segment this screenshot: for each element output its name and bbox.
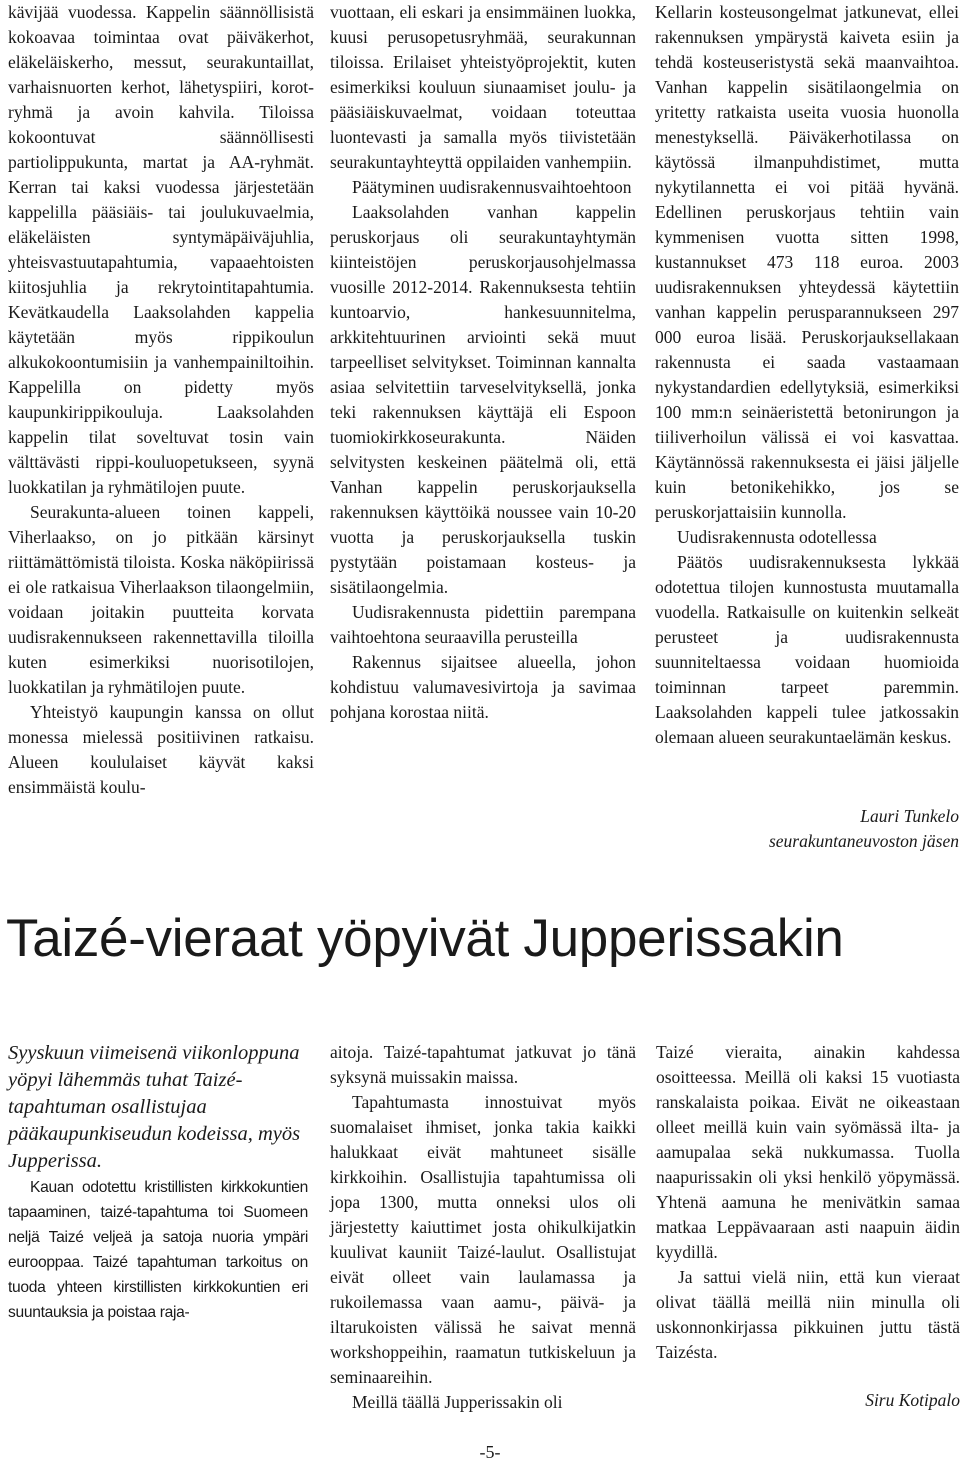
second-article-column-2 [330, 1040, 636, 1415]
paragraph: Kauan odotettu kristillisten kirkkokuntien tapaaminen, taizé-tapahtuma toi Suomeen neljä Taizé veljeä ja satoja nuoria ympäri eurooppaa. Taizé tapahtuman tarkoitus on tuoda yhteen kirstillisten kirkkokuntien eri suuntauksia ja poistaa raja- [8, 1179, 308, 1321]
paragraph: aitoja. Taizé-tapahtumat jatkuvat jo tänä syksynä muissakin maissa. [330, 1042, 636, 1087]
paragraph: Kellarin kosteusongelmat jatkunevat, ellei rakennuksen ympärystä kaiveta esiin ja tehdä kosteuseristystä sekä maanvaihtoa. Vanhan kappelin sisätilaongelmia on yritetty ratkaista useita vuosia huonolla menestyksellä. Päiväkerhotilassa on käytössä ilmanpuhdistimet, mutta nykytilannetta ei voi pitää hyvänä. Edellinen peruskorjaus tehtiin vain kymmenisen vuotta sitten 1998, kustannukset 473 118 euroa. 2003 uudisrakennuksen yhteydessä käytettiin vanhan kappelin perusparannukseen 297 000 euroa lisää. Peruskorjauksellakaan rakennusta ei saada vastaamaan nykystandardien edellytyksiä, esimerkiksi 100 mm:n seinäeristettä betonirungon ja tiiliverhoilun välissä ei voi kasvattaa. Käytännössä rakennuksesta ei jäisi jäljelle kuin betonikehikko, jos se peruskorjattaisiin kunnolla. [655, 2, 959, 522]
paragraph: kävijää vuodessa. Kappelin säännöllisistä kokoavaa toimintaa ovat päiväkerhot, eläkeläiskerho, messut, seurakuntaillat, varhaisnuorten kerhot, lähetyspiiri, korot-ryhmä ja avoin kahvila. Tiloissa kokoontuvat säännöllisesti partiolippukunta, martat ja AA-ryhmät. Kerran tai kaksi vuodessa järjestetään kappelilla pääsiäis- tai joulukuvaelmia, eläkeläisten syntymäpäiväjuhlia, yhteisvastuutapahtumia, vapaaehtoisten kiitosjuhlia ja rekrytointitapahtumia. Kevätkaudella Laaksolahden kappelia käytetään myös rippikoulun alkukokoontumisiin ja vanhempainiltoihin. Kappelilla on pidetty myös kaupunkirippikouluja. Laaksolahden kappelin tilat soveltuvat tosin vain välttävästi rippi-kouluopetukseen, syynä luokkatilan ja ryhmätilojen puute. [8, 2, 314, 497]
paragraph: Seurakunta-alueen toinen kappeli, Viherlaakso, on jo pitkään kärsinyt riittämättömistä tiloista. Koska näköpiirissä ei ole ratkaisua Viherlaakson tilaongelmiin, voidaan joitakin puutteita korvata uudisrakennukseen rakennettavilla tiloilla kuten esimerkiksi nuorisotilojen, luokkatilan ja ryhmätilojen puute. [8, 502, 314, 697]
article-headline: Taizé-vieraat yöpyivät Jupperissakin [6, 909, 844, 968]
second-article-body-1 [8, 1175, 308, 1325]
author-name: Siru Kotipalo [865, 1390, 960, 1410]
top-article-column-3 [655, 0, 959, 750]
paragraph: Yhteistyö kaupungin kanssa on ollut monessa mielessä positiivinen ratkaisu. Alueen koululaiset käyvät kaksi ensimmäistä koulu- [8, 702, 314, 797]
paragraph: Ja sattui vielä niin, että kun vieraat olivat täällä meillä niin minulla oli uskonnonkirjassa pikkuinen juttu tästä Taizésta. [656, 1267, 960, 1362]
paragraph: Taizé vieraita, ainakin kahdessa osoitteessa. Meillä oli kaksi 15 vuotiasta ranskalaista poikaa. Eivät ne oikeastaan olleet meillä kuin vain syömässä ilta- ja aamupalaa sekä nukkumassa. Tuolla naapurissakin oli yksi henkilö yöpymässä. Yhtenä aamuna he menivätkin samaa matkaa Leppävaaraan asti naapuin äidin kyydillä. [656, 1042, 960, 1262]
paragraph: Päätös uudisrakennuksesta lykkää odotettua tilojen kunnostusta muutamalla vuodella. Ratkaisulle on kuitenkin selkeät perusteet ja uudisrakennusta suunniteltaessa voidaan huomioida toiminnan tarpeet paremmin. Laaksolahden kappeli tulee jatkossakin olemaan alueen seurakuntaelämän keskus. [655, 552, 959, 747]
author-name: Lauri Tunkelo [860, 806, 959, 826]
top-article-column-2 [330, 0, 636, 725]
top-article-column-1 [8, 0, 314, 800]
page-number: -5- [479, 1442, 501, 1462]
paragraph: vuottaan, eli eskari ja ensimmäinen luokka, kuusi perusopetusryhmää, seurakunnan tiloissa. Erilaiset yhteistyöprojektit, kuten esimerkiksi kouluun siunaamiset joulu- ja pääsiäiskuvaelmat, voidaan toteuttaa luontevasti ja samalla myös tiivistetään seurakuntayhteyttä oppilaiden vanhempiin. [330, 2, 636, 172]
second-article-column-1 [8, 1040, 308, 1325]
paragraph: Laaksolahden vanhan kappelin peruskorjaus oli seurakuntayhtymän kiinteistöjen peruskorjausohjelmassa vuosille 2012-2014. Rakennuksesta tehtiin kuntoarvio, hankesuunnitelma, arkkitehtuurinen arviointi sekä muut tarpeelliset selvitykset. Toiminnan kannalta asiaa selvitettiin tarveselvityksellä, jonka teki rakennuksen käyttäjä eli Espoon tuomiokirkkoseurakunta. Näiden selvitysten keskeinen päätelmä oli, että Vanhan kappelin peruskorjauksella rakennuksen käyttöikä noussee vain 10-20 vuotta ja peruskorjauksella tuskin pystytään poistamaan kosteus- ja sisätilaongelmia. [330, 202, 636, 597]
paragraph: Uudisrakennusta pidettiin parempana vaihtoehtona seuraavilla perusteilla [330, 602, 636, 647]
second-article-byline [656, 1388, 960, 1413]
author-role: seurakuntaneuvoston jäsen [768, 831, 959, 851]
second-article-column-3 [656, 1040, 960, 1365]
paragraph: Meillä täällä Jupperissakin oli [352, 1392, 563, 1412]
paragraph: Rakennus sijaitsee alueella, johon kohdistuu valumavesivirtoja ja savimaa pohjana korostaa niitä. [330, 652, 636, 722]
paragraph: Päätyminen uudisrakennusvaihtoehtoon [352, 177, 632, 197]
paragraph: Uudisrakennusta odotellessa [677, 527, 877, 547]
article-lead: Syyskuun viimeisenä viikonloppuna yöpyi lähemmäs tuhat Taizé-tapahtuman osallistujaa pääkaupunkiseudun kodeissa, myös Jupperissa. [8, 1042, 301, 1172]
paragraph: Tapahtumasta innostuivat myös suomalaiset ihmiset, jonka takia kaikki halukkaat eivät mahtuneet sisälle kirkkoihin. Osallistujia tapahtumissa oli jopa 1300, mutta onneksi ulos oli järjestetty kaiuttimet josta ohikulkijatkin kuulivat kauniit Taizé-laulut. Osallistujat eivät olleet vain laulamassa ja rukoilemassa vaan aamu-, päivä- ja iltarukoisten välissä he saivat mennä workshoppeihin, raamatun tutkiskeluun ja seminaareihin. [330, 1092, 636, 1387]
top-article-byline [655, 800, 959, 854]
